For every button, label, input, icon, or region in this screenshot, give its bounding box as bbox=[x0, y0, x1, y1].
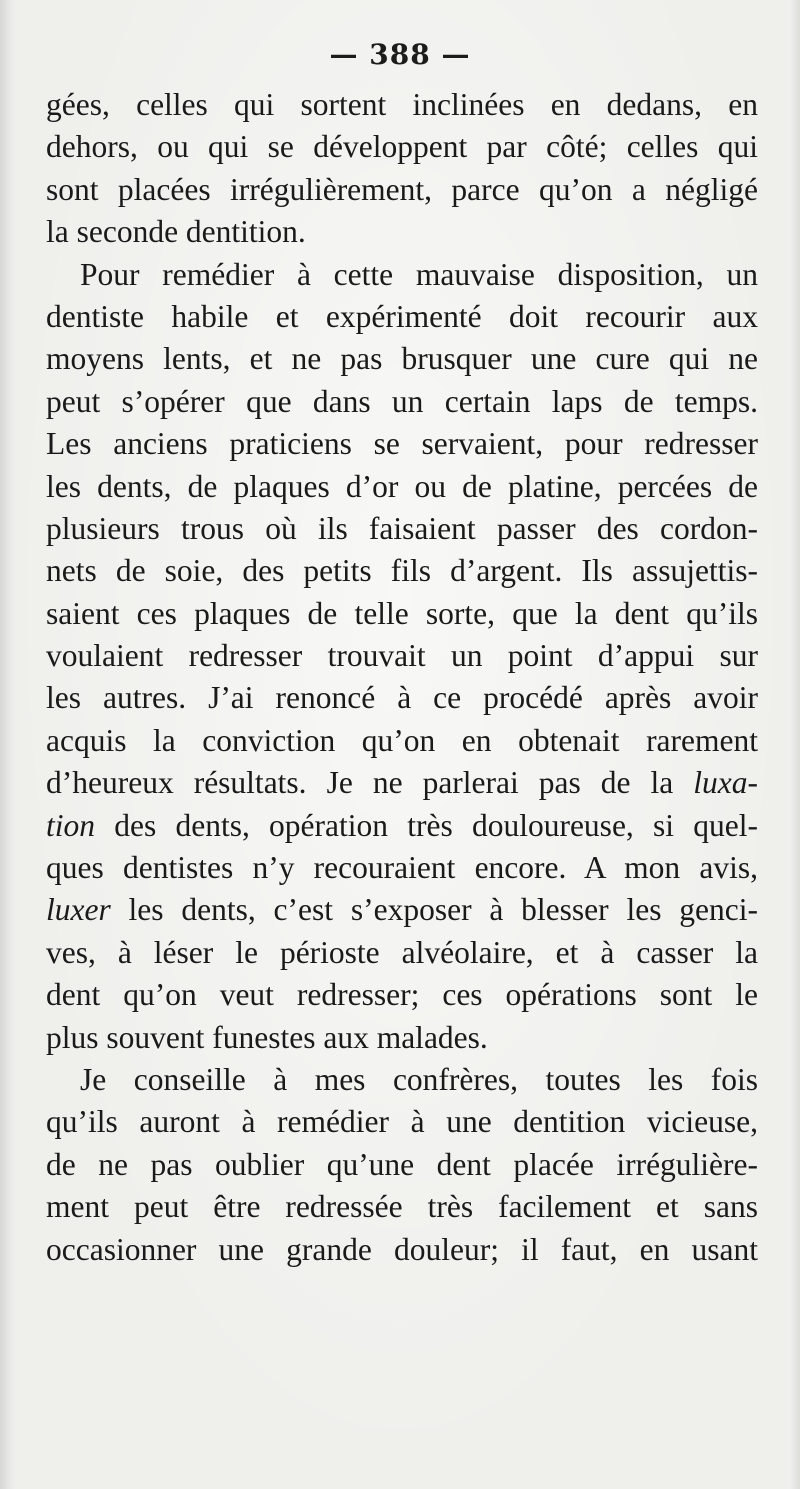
text-line: les autres. J’ai renoncé à ce procédé après avoir bbox=[46, 680, 758, 716]
text-line: Les anciens praticiens se servaient, pour redresser bbox=[46, 426, 758, 462]
text-line: tion des dents, opération très douloureuse, si quel- bbox=[46, 807, 758, 843]
text-line: voulaient redresser trouvait un point d’appui sur bbox=[46, 638, 758, 674]
text-line: plusieurs trous où ils faisaient passer des cordon- bbox=[46, 510, 758, 546]
text-line: luxer les dents, c’est s’exposer à blesser les genci- bbox=[46, 892, 758, 928]
text-line: peut s’opérer que dans un certain laps de temps. bbox=[46, 383, 758, 419]
text-line: d’heureux résultats. Je ne parlerai pas de la luxa- bbox=[46, 765, 758, 801]
text-line: saient ces plaques de telle sorte, que la dent qu’ils bbox=[46, 595, 758, 631]
text-line: qu’ils auront à remédier à une dentition vicieuse, bbox=[46, 1104, 758, 1140]
text-line: occasionner une grande douleur; il faut, en usant bbox=[46, 1231, 758, 1267]
body-text bbox=[46, 84, 758, 1271]
text-line: nets de soie, des petits fils d’argent. Ils assujettis- bbox=[46, 553, 758, 589]
text-line: gées, celles qui sortent inclinées en dedans, en bbox=[46, 87, 758, 122]
text-line: les dents, de plaques d’or ou de platine, percées de bbox=[46, 468, 758, 504]
text-line: acquis la conviction qu’on en obtenait rarement bbox=[46, 722, 758, 758]
text-line: ves, à léser le périoste alvéolaire, et à casser la bbox=[46, 934, 758, 970]
text-line: moyens lents, et ne pas brusquer une cure qui ne bbox=[46, 341, 758, 377]
page-number: — 388 — bbox=[329, 38, 471, 71]
text-line: ques dentistes n’y recouraient encore. A mon avis, bbox=[46, 850, 758, 886]
text-line: ment peut être redressée très facilement et sans bbox=[46, 1189, 758, 1225]
text-line: la seconde dentition. bbox=[46, 214, 306, 250]
text-line: dent qu’on veut redresser; ces opérations sont le bbox=[46, 977, 758, 1013]
text-line: Je conseille à mes confrères, toutes les fois bbox=[80, 1061, 758, 1097]
text-line: de ne pas oublier qu’une dent placée irrégulière- bbox=[46, 1146, 758, 1182]
text-line: Pour remédier à cette mauvaise disposition, un bbox=[80, 256, 758, 292]
page-edge-shadow-left bbox=[0, 0, 14, 1489]
text-line: dentiste habile et expérimenté doit recourir aux bbox=[46, 298, 758, 334]
page-edge-shadow-right bbox=[790, 0, 800, 1489]
text-line: sont placées irrégulièrement, parce qu’on a négligé bbox=[46, 171, 758, 207]
text-line: plus souvent funestes aux malades. bbox=[46, 1019, 488, 1055]
text-line: dehors, ou qui se développent par côté; celles qui bbox=[46, 129, 758, 165]
